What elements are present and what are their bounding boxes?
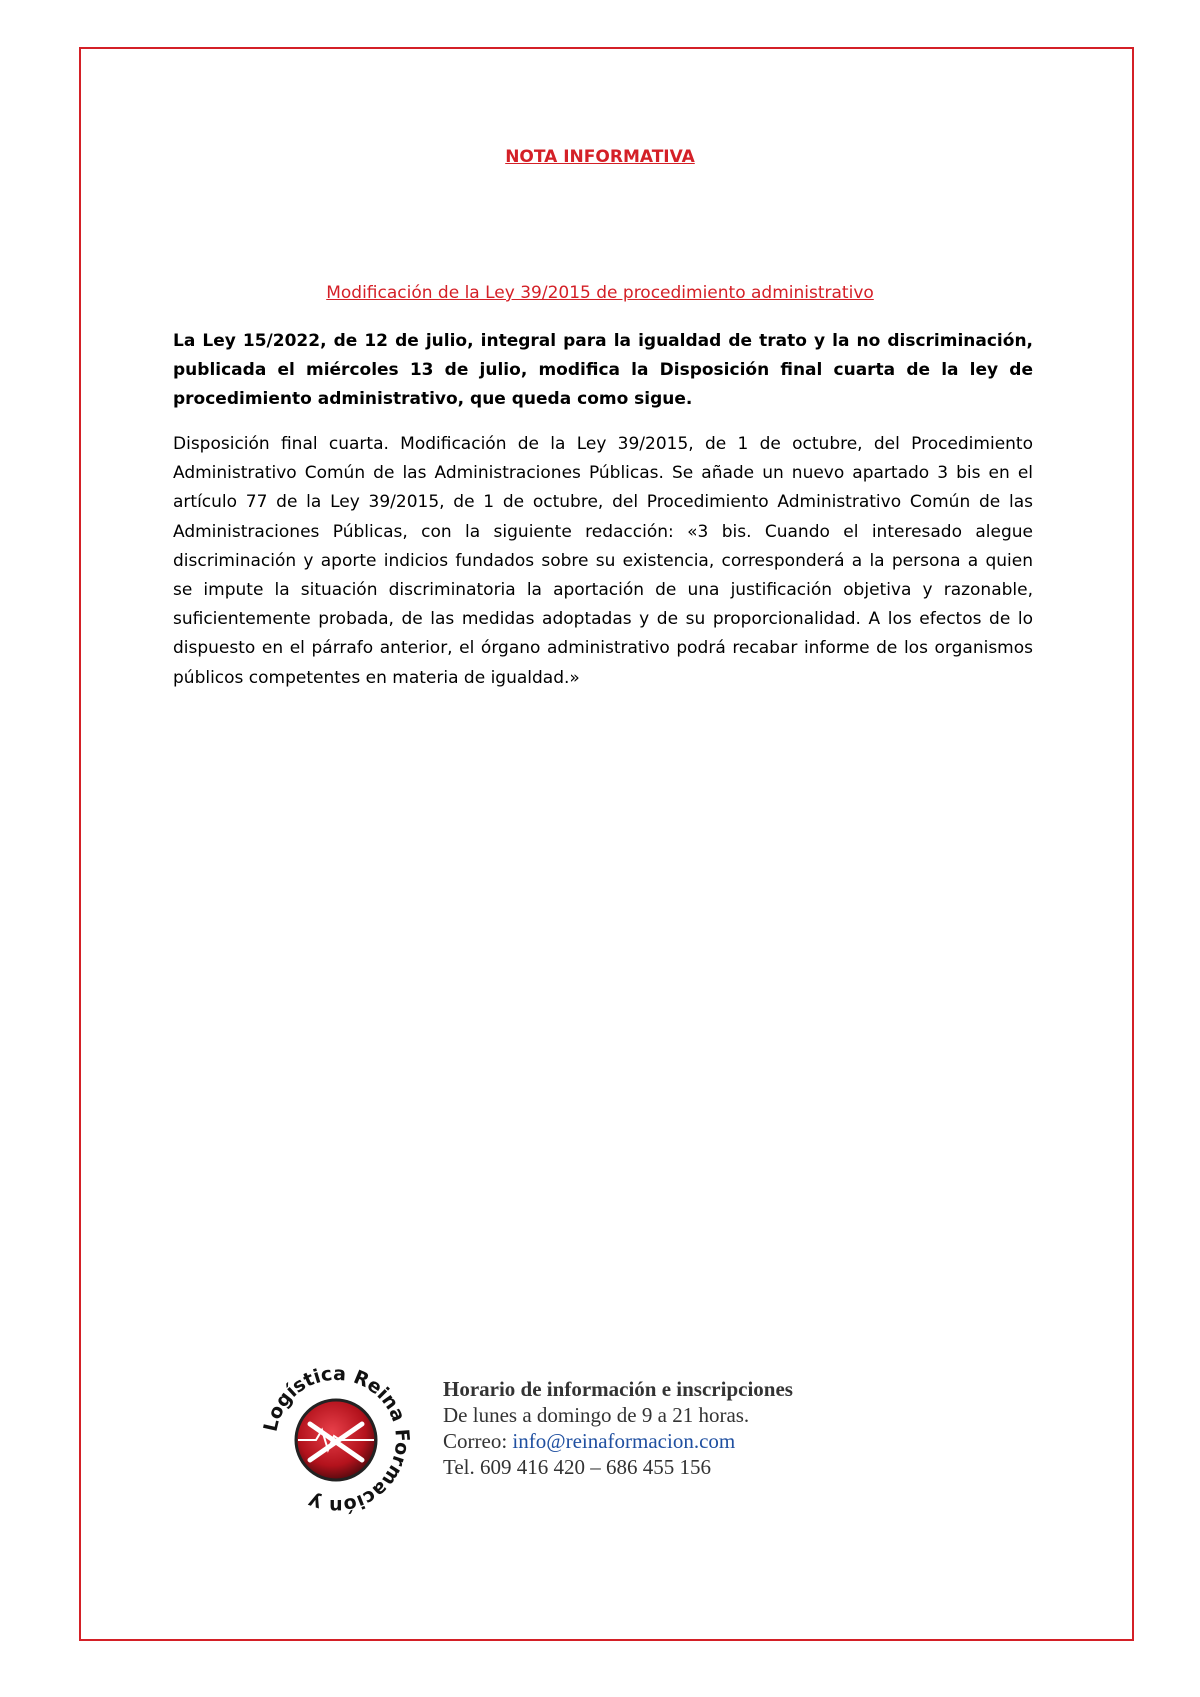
contact-phone: Tel. 609 416 420 – 686 455 156	[443, 1455, 712, 1479]
logo-image	[258, 1362, 413, 1517]
reina-logo	[258, 1362, 413, 1517]
body-paragraph: Disposición final cuarta. Modificación de la Ley 39/2015, de 1 de octubre, del Procedimiento Administrativo Común de las Administraciones Públicas. Se añade un nuevo apartado 3 bis en el artículo 77 de la Ley 39/2015, de 1 de octubre, del Procedimiento Administrativo Común de las Administraciones Públicas, con la siguiente redacción: «3 bis. Cuando el interesado alegue discriminación y aporte indicios fundados sobre su existencia, corresponderá a la persona a quien se impute la situación discriminatoria la aportación de una justificación objetiva y razonable, suficientemente probada, de las medidas adoptadas y de su proporcionalidad. A los efectos de lo dispuesto en el párrafo anterior, el órgano administrativo podrá recabar informe de los organismos públicos competentes en materia de igualdad.»	[173, 434, 1033, 688]
contact-block	[443, 1376, 793, 1480]
logo-ring-text: Logística Reina Formación y	[259, 1362, 413, 1517]
contact-heading: Horario de información e inscripciones	[443, 1377, 793, 1401]
email-label: Correo:	[443, 1429, 513, 1453]
contact-email-line	[443, 1428, 793, 1454]
contact-schedule: De lunes a domingo de 9 a 21 horas.	[443, 1403, 750, 1427]
document-title: NOTA INFORMATIVA	[505, 147, 695, 167]
email-link[interactable]: info@reinaformacion.com	[512, 1429, 736, 1453]
document-subtitle: Modificación de la Ley 39/2015 de procedimiento administrativo	[326, 283, 874, 303]
intro-paragraph: La Ley 15/2022, de 12 de julio, integral para la igualdad de trato y la no discriminación, publicada el miércoles 13 de julio, modifica la Disposición final cuarta de la ley de procedimiento administrativo, que queda como sigue.	[173, 331, 1033, 409]
